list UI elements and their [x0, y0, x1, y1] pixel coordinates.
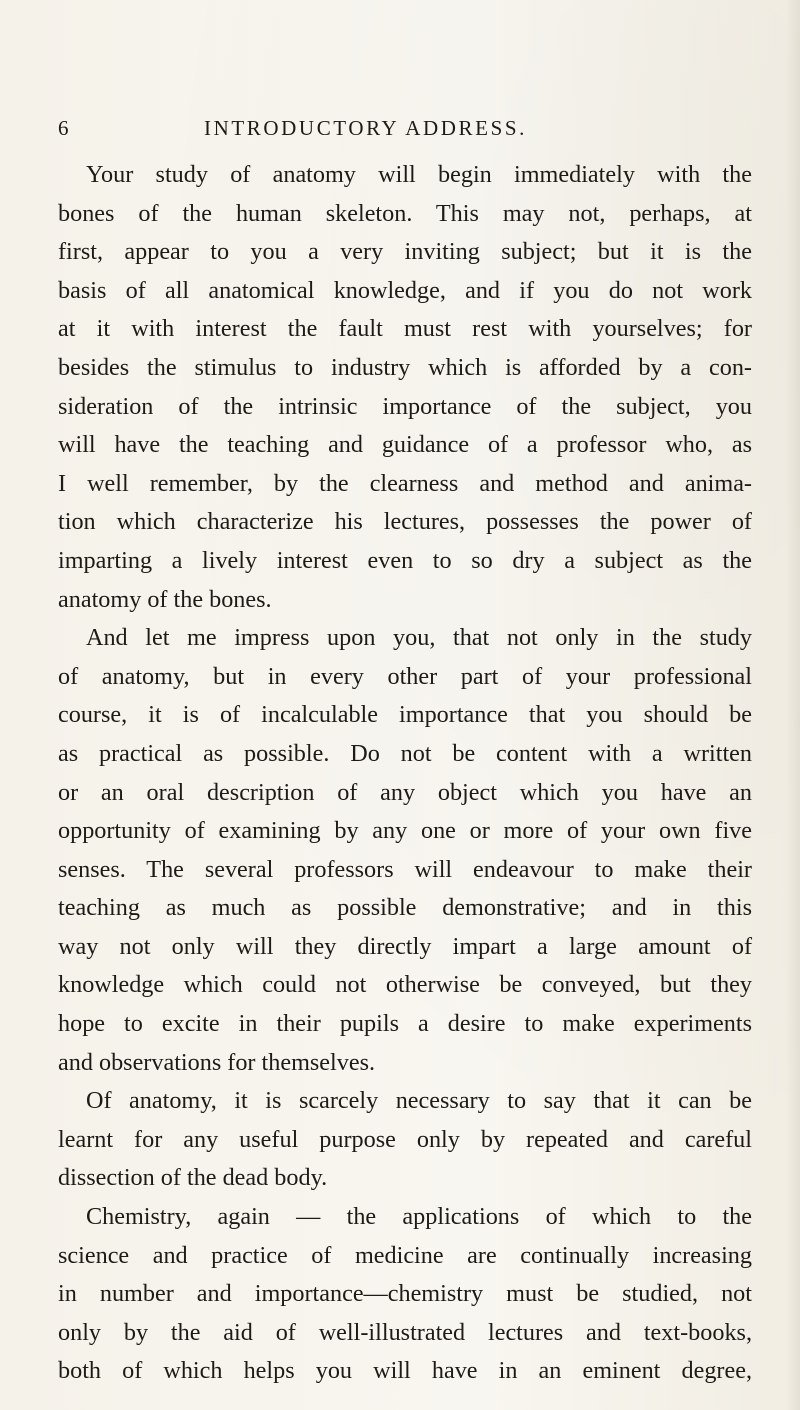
text-line: opportunity of examining by any one or more of your own five: [58, 817, 752, 845]
text-line: or an oral description of any object which you have an: [58, 778, 752, 806]
text-line: Of anatomy, it is scarcely necessary to say that it can be: [86, 1087, 752, 1115]
text-line: Chemistry, again — the applications of which to the: [86, 1203, 752, 1231]
page-header: [58, 116, 750, 146]
text-line: hope to excite in their pupils a desire to make experiments: [58, 1010, 752, 1038]
text-line: dissection of the dead body.: [58, 1164, 328, 1192]
text-line: sideration of the intrinsic importance of the subject, you: [58, 392, 752, 420]
text-line: science and practice of medicine are continually increasing: [58, 1241, 752, 1269]
page-number: 6: [58, 116, 70, 140]
text-line: learnt for any useful purpose only by repeated and careful: [58, 1125, 752, 1153]
text-line: first, appear to you a very inviting subject; but it is the: [58, 238, 752, 266]
text-line: tion which characterize his lectures, possesses the power of: [58, 508, 752, 536]
text-line: only by the aid of well-illustrated lectures and text-books,: [58, 1318, 752, 1346]
text-line: senses. The several professors will endeavour to make their: [58, 855, 752, 883]
text-line: at it with interest the fault must rest with yourselves; for: [58, 315, 752, 343]
text-line: as practical as possible. Do not be content with a written: [58, 739, 752, 767]
text-line: I well remember, by the clearness and method and anima-: [58, 469, 752, 497]
text-line: way not only will they directly impart a large amount of: [58, 932, 752, 960]
text-line: of anatomy, but in every other part of your professional: [58, 662, 752, 690]
text-line: bones of the human skeleton. This may not, perhaps, at: [58, 199, 752, 227]
running-head: INTRODUCTORY ADDRESS.: [204, 116, 527, 140]
text-line: teaching as much as possible demonstrative; and in this: [58, 894, 752, 922]
text-line: knowledge which could not otherwise be conveyed, but they: [58, 971, 752, 999]
text-line: basis of all anatomical knowledge, and if you do not work: [58, 276, 752, 304]
body-text: [58, 156, 752, 1391]
text-line: And let me impress upon you, that not only in the study: [86, 624, 752, 652]
text-line: in number and importance—chemistry must be studied, not: [58, 1280, 752, 1308]
text-line: will have the teaching and guidance of a professor who, as: [58, 431, 752, 459]
text-line: besides the stimulus to industry which is afforded by a con-: [58, 353, 752, 381]
text-line: and observations for themselves.: [58, 1048, 376, 1076]
text-line: both of which helps you will have in an eminent degree,: [58, 1357, 752, 1385]
text-line: imparting a lively interest even to so dry a subject as the: [58, 546, 752, 574]
text-line: Your study of anatomy will begin immediately with the: [86, 161, 752, 188]
text-line: anatomy of the bones.: [58, 585, 272, 613]
text-line: course, it is of incalculable importance that you should be: [58, 701, 752, 729]
